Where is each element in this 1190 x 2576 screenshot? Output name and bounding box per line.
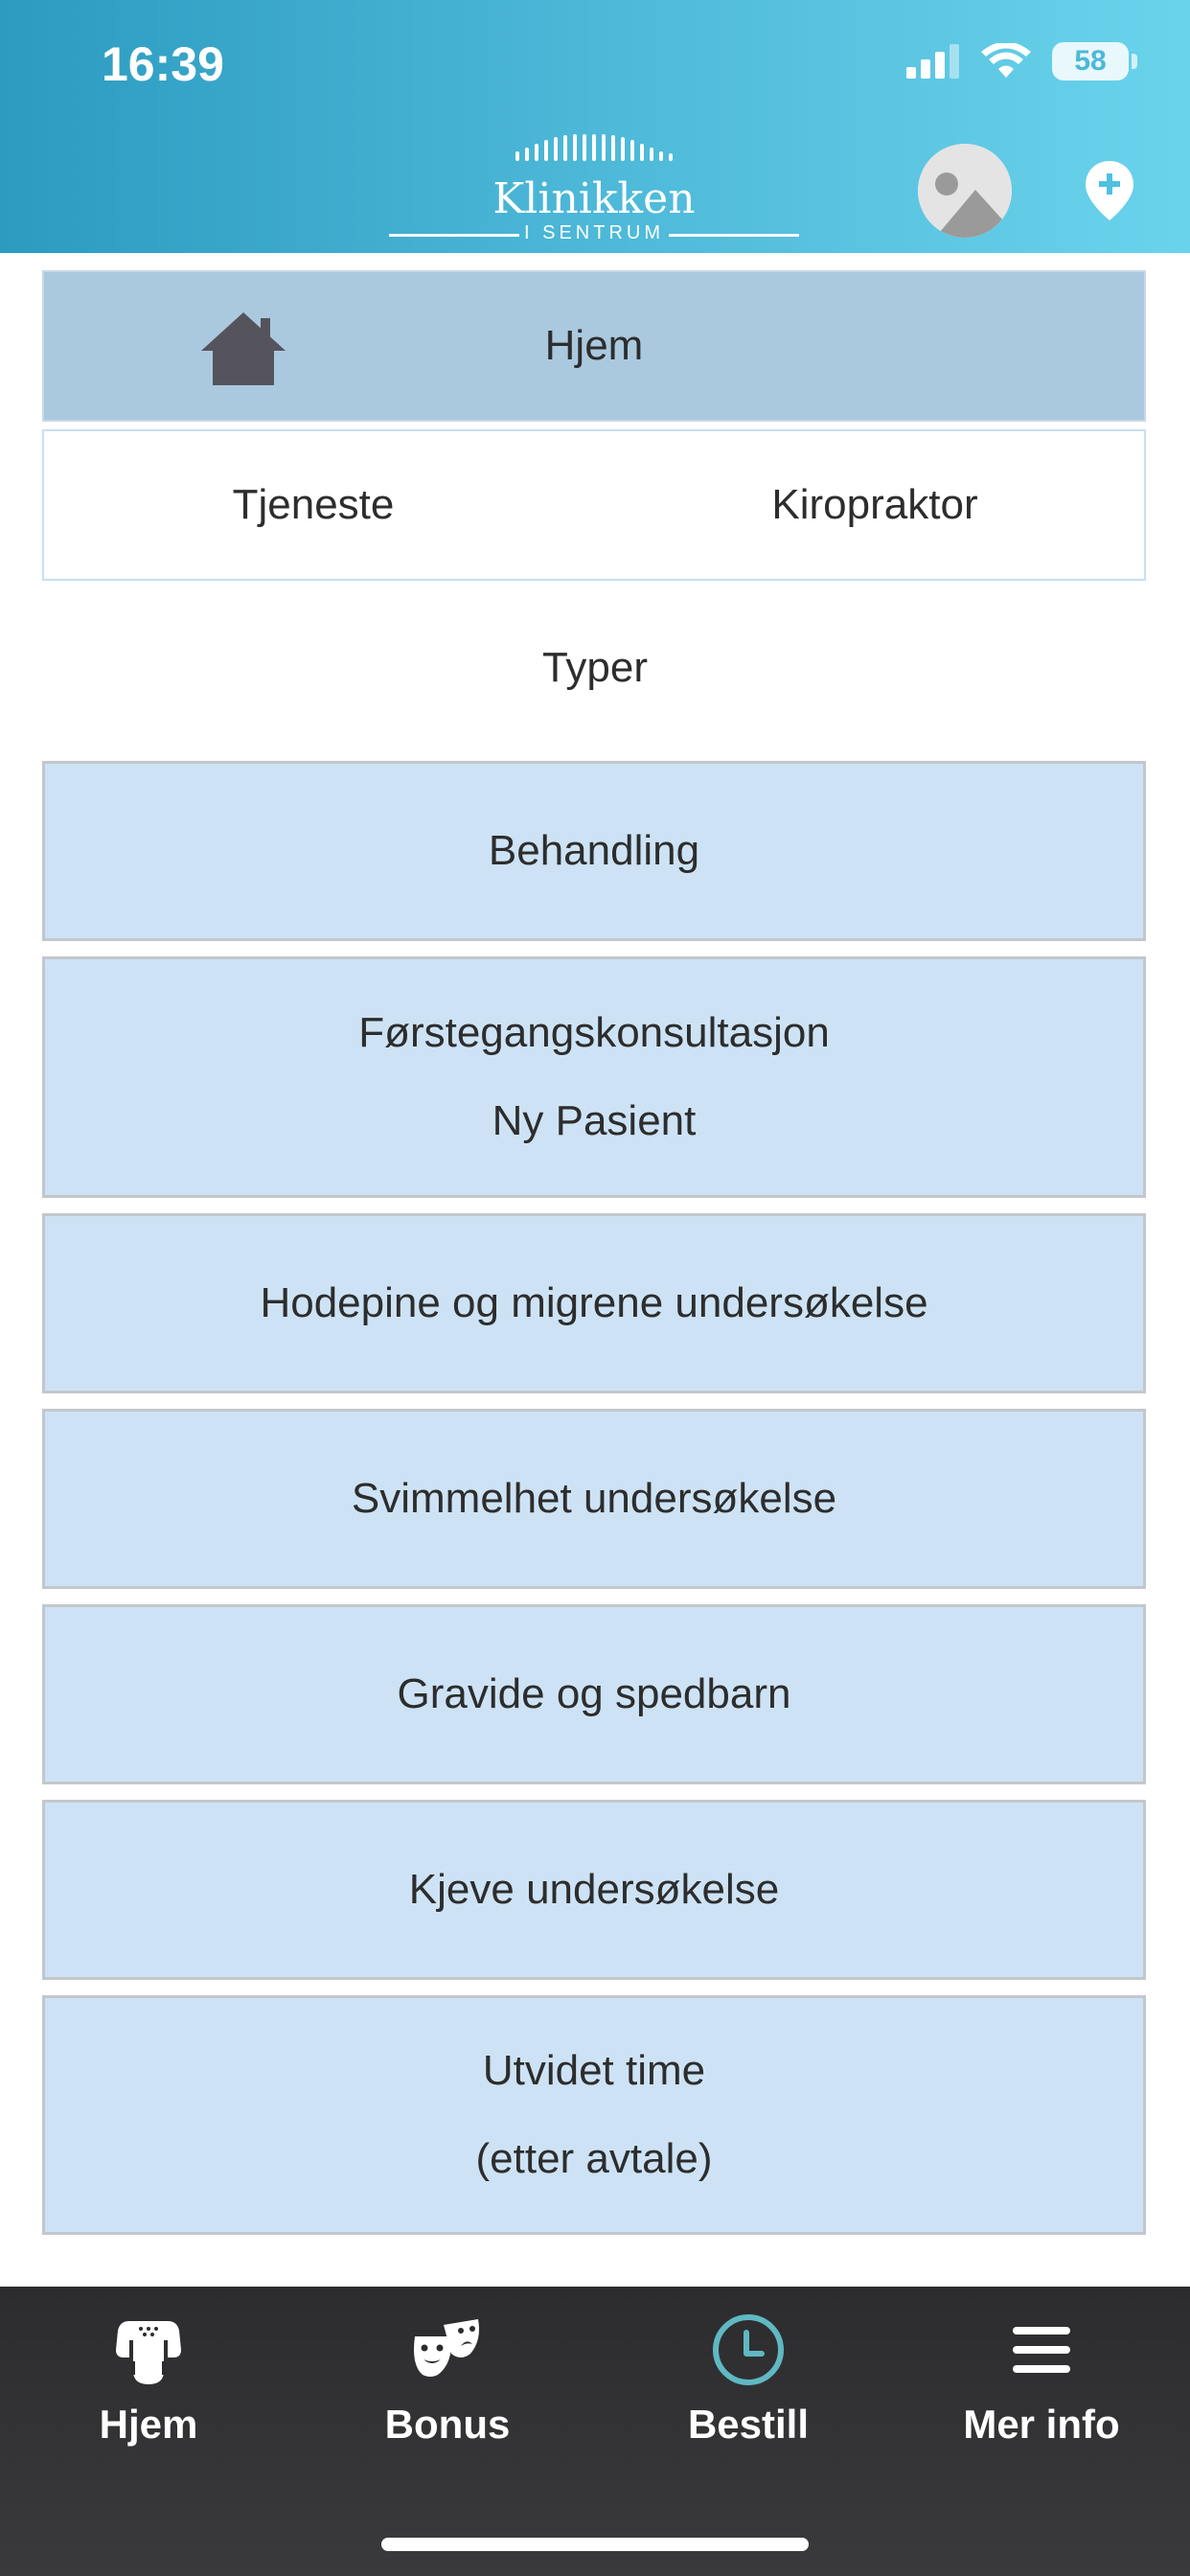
home-button[interactable] [42, 270, 1146, 422]
type-card-kjeve[interactable] [42, 1800, 1146, 1980]
home-label: Hjem [544, 322, 644, 369]
location-pin-icon[interactable] [1083, 159, 1136, 222]
nav-item-hjem[interactable] [29, 2287, 268, 2478]
type-card-forstegangskonsultasjon[interactable] [42, 956, 1146, 1198]
status-icons [906, 42, 1129, 80]
cellular-signal-icon [906, 44, 960, 79]
type-card-label: Svimmelhet undersøkelse [351, 1475, 837, 1522]
logo-divider-right [669, 234, 799, 237]
nav-label: Mer info [963, 2402, 1120, 2447]
app-header [0, 0, 1190, 253]
nav-item-bestill[interactable] [629, 2287, 868, 2478]
breadcrumb-service[interactable]: Tjeneste [232, 481, 395, 528]
theater-masks-icon [409, 2312, 486, 2388]
battery-level: 58 [1074, 45, 1107, 77]
battery-indicator [1052, 42, 1129, 80]
klinikken-logo [383, 130, 805, 245]
nav-label: Bestill [687, 2402, 810, 2447]
type-card-label: Hodepine og migrene undersøkelse [260, 1279, 928, 1326]
type-card-svimmelhet[interactable] [42, 1409, 1146, 1589]
type-card-label: Gravide og spedbarn [397, 1670, 791, 1717]
type-card-label: Behandling [488, 827, 700, 874]
nav-item-bonus[interactable] [328, 2287, 567, 2478]
type-card-label: Utvidet time [482, 2047, 706, 2094]
type-card-utvidet-time[interactable] [42, 1995, 1146, 2235]
logo-subtitle: I SENTRUM [524, 222, 664, 243]
type-card-behandling[interactable] [42, 761, 1146, 941]
clock-icon [710, 2312, 787, 2388]
type-card-sublabel: (etter avtale) [475, 2135, 713, 2182]
type-card-label: Førstegangskonsultasjon [358, 1009, 830, 1056]
skeleton-icon [110, 2312, 187, 2388]
breadcrumb-provider[interactable]: Kiropraktor [771, 481, 978, 528]
wifi-icon [981, 43, 1031, 80]
nav-label: Hjem [99, 2402, 198, 2447]
section-title: Typer [541, 644, 649, 691]
type-card-label: Kjeve undersøkelse [408, 1866, 780, 1913]
type-card-gravide[interactable] [42, 1604, 1146, 1784]
home-indicator[interactable] [381, 2538, 809, 2551]
bottom-nav [0, 2287, 1190, 2576]
breadcrumb [42, 429, 1146, 581]
avatar[interactable] [918, 144, 1012, 238]
nav-label: Bonus [384, 2402, 511, 2447]
type-card-hodepine[interactable] [42, 1213, 1146, 1393]
logo-name: Klinikken [492, 174, 696, 223]
home-icon [199, 310, 287, 387]
avatar-placeholder-icon [918, 144, 1012, 238]
nav-item-mer-info[interactable] [922, 2287, 1161, 2478]
type-card-sublabel: Ny Pasient [492, 1097, 697, 1144]
status-time: 16:39 [102, 37, 224, 91]
logo-wave-icon [383, 130, 805, 169]
hamburger-menu-icon [1003, 2312, 1080, 2388]
